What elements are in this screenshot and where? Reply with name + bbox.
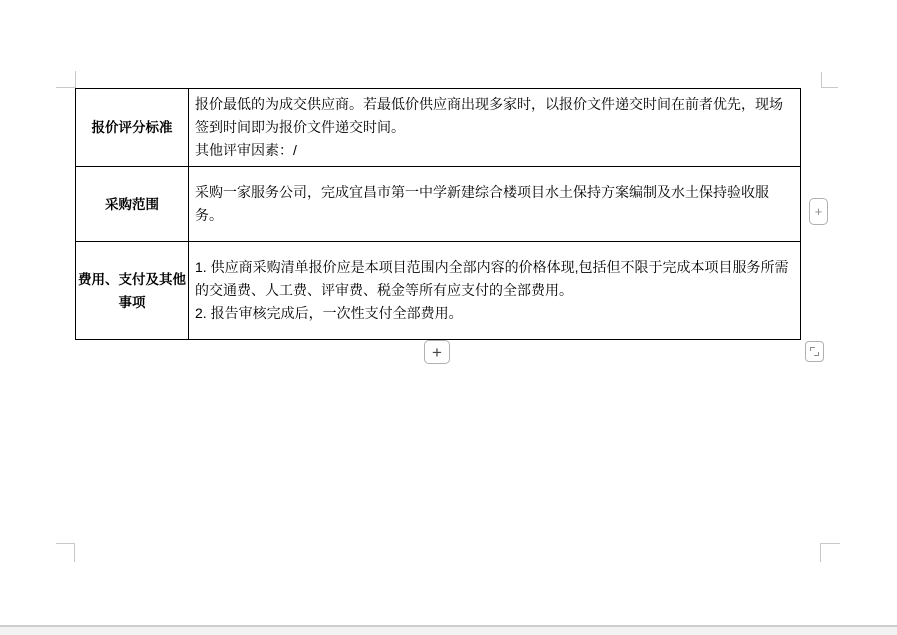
margin-crop-mark-bottom-right [820,543,840,562]
paragraph: 采购一家服务公司，完成宜昌市第一中学新建综合楼项目水土保持方案编制及水土保持验收服务。 [195,184,769,223]
paragraph: 2. 报告审核完成后，一次性支付全部费用。 [195,305,463,321]
page-bottom-edge [0,625,897,635]
paragraph: 1. 供应商采购清单报价应是本项目范围内全部内容的价格体现,包括但不限于完成本项目服务所需的交通费、人工费、评审费、税金等所有应支付的全部费用。 [195,259,789,298]
paragraph: 报价最低的为成交供应商。若最低价供应商出现多家时，以报价文件递交时间在前者优先，现场签到时间即为报价文件递交时间。 [195,96,783,135]
table-resize-button[interactable] [805,341,824,362]
insert-column-button[interactable] [809,198,828,225]
procurement-table [75,88,801,340]
row-label-fees-payment[interactable]: 费用、支付及其他事项 [76,242,189,340]
margin-crop-mark-bottom-left [56,543,75,562]
paragraph: 其他评审因素：/ [195,142,297,158]
corner-brackets-icon [814,352,819,356]
margin-crop-mark-top-right [821,72,838,88]
margin-crop-mark-top-left [56,71,76,88]
plus-icon: + [814,204,823,219]
table-row [76,242,801,340]
row-content-fees-payment[interactable] [189,242,801,340]
corner-brackets-icon [810,347,815,351]
row-label-procurement-scope[interactable]: 采购范围 [76,167,189,242]
table-row [76,89,801,167]
row-label-quotation-scoring[interactable]: 报价评分标准 [76,89,189,167]
row-content-quotation-scoring[interactable] [189,89,801,167]
insert-row-button[interactable] [424,340,450,364]
plus-icon: + [432,342,442,362]
row-content-procurement-scope[interactable] [189,167,801,242]
table-row [76,167,801,242]
